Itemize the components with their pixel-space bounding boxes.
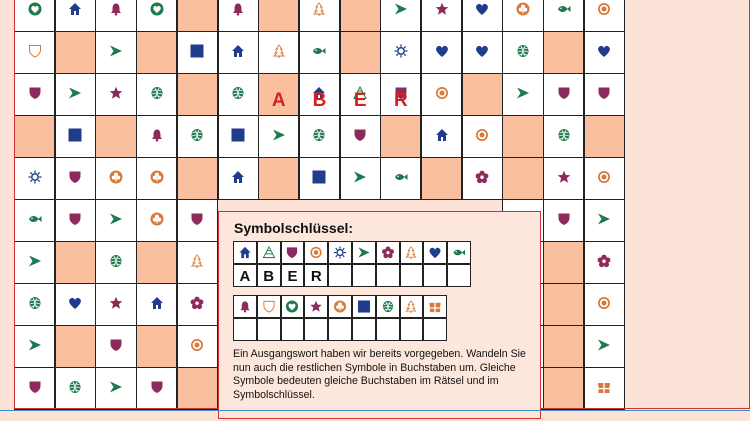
grid-cell[interactable] xyxy=(299,0,340,32)
key-symbol-cell xyxy=(400,295,424,318)
grid-cell[interactable] xyxy=(14,241,55,284)
grid-cell[interactable] xyxy=(95,283,136,326)
club-circle-icon xyxy=(334,300,347,313)
grid-cell[interactable] xyxy=(177,115,218,158)
grid-cell xyxy=(340,31,381,74)
tree-icon xyxy=(272,44,286,58)
grid-cell[interactable] xyxy=(14,31,55,74)
grid-cell xyxy=(177,157,218,200)
grid-cell[interactable] xyxy=(502,0,543,32)
cone-icon xyxy=(312,128,326,142)
grid-cell[interactable] xyxy=(14,73,55,116)
grid-cell[interactable] xyxy=(14,0,55,32)
key-letter-cell[interactable] xyxy=(376,318,400,341)
moon-icon xyxy=(231,128,245,142)
grid-cell xyxy=(55,325,96,368)
grid-cell xyxy=(55,31,96,74)
cone-icon xyxy=(109,254,123,268)
grid-cell[interactable] xyxy=(136,0,177,32)
grid-cell[interactable] xyxy=(543,73,584,116)
key-letter-cell[interactable] xyxy=(304,318,328,341)
shield-outline-icon xyxy=(262,300,275,313)
flower-icon xyxy=(597,254,611,268)
cone-icon xyxy=(381,300,394,313)
grid-cell xyxy=(462,73,503,116)
ring-icon xyxy=(597,170,611,184)
fish-icon xyxy=(394,170,408,184)
grid-cell xyxy=(136,31,177,74)
grid-cell[interactable] xyxy=(177,325,218,368)
shield-icon xyxy=(557,86,571,100)
key-symbol-cell xyxy=(352,295,376,318)
grid-cell[interactable] xyxy=(584,73,625,116)
club-icon xyxy=(150,170,164,184)
heart-circle-icon xyxy=(150,2,164,16)
key-symbol-cell xyxy=(281,241,305,264)
grid-cell[interactable] xyxy=(177,31,218,74)
gift-icon xyxy=(429,300,442,313)
grid-cell[interactable] xyxy=(421,31,462,74)
tree-icon xyxy=(312,2,326,16)
shield-icon xyxy=(353,128,367,142)
grid-cell[interactable] xyxy=(95,73,136,116)
key-letter-cell[interactable] xyxy=(400,264,424,287)
key-symbol-cell xyxy=(352,241,376,264)
shield-icon xyxy=(109,338,123,352)
grid-cell[interactable] xyxy=(177,241,218,284)
grid-cell[interactable] xyxy=(14,199,55,242)
sun-icon xyxy=(334,246,347,259)
arrow-icon xyxy=(109,380,123,394)
house-icon xyxy=(150,296,164,310)
fish-icon xyxy=(557,2,571,16)
grid-cell xyxy=(14,115,55,158)
heart-icon xyxy=(475,44,489,58)
grid-cell[interactable] xyxy=(421,0,462,32)
instructions-text: Ein Ausgangswort haben wir bereits vorgegeben. Wandeln Sie nun auch die restlichen Symbole in Buchstaben um. Gleiche Symbole bedeuten gleiche Buchstaben im Rätsel und im Symbolschlüssel. xyxy=(233,348,526,401)
house-icon xyxy=(231,44,245,58)
key-symbol-cell xyxy=(400,241,424,264)
bell-icon xyxy=(238,300,251,313)
shield-icon xyxy=(286,246,299,259)
grid-cell[interactable] xyxy=(340,115,381,158)
arrow-icon xyxy=(357,246,370,259)
grid-cell[interactable] xyxy=(299,31,340,74)
symbol-key-panel xyxy=(218,211,541,419)
grid-cell[interactable] xyxy=(55,115,96,158)
given-letter: R xyxy=(394,90,408,111)
cone-icon xyxy=(557,128,571,142)
grid-cell xyxy=(584,115,625,158)
ring-icon xyxy=(310,246,323,259)
heart-circle-icon xyxy=(28,2,42,16)
key-letter-cell[interactable] xyxy=(352,264,376,287)
key-letter-cell[interactable] xyxy=(304,264,328,287)
heart-icon xyxy=(429,246,442,259)
grid-cell xyxy=(543,31,584,74)
grid-cell[interactable] xyxy=(584,325,625,368)
arrow-icon xyxy=(28,338,42,352)
grid-cell xyxy=(136,241,177,284)
key-symbol-cell xyxy=(328,241,352,264)
grid-cell[interactable] xyxy=(584,31,625,74)
grid-cell[interactable] xyxy=(14,157,55,200)
grid-cell xyxy=(421,157,462,200)
tree-icon xyxy=(405,300,418,313)
grid-cell xyxy=(502,157,543,200)
fish-icon xyxy=(28,212,42,226)
grid-cell xyxy=(543,325,584,368)
cone-icon xyxy=(190,128,204,142)
bottom-rule xyxy=(0,410,750,411)
club-icon xyxy=(109,170,123,184)
bell-icon xyxy=(109,2,123,16)
arrow-icon xyxy=(394,2,408,16)
key-symbol-cell xyxy=(257,295,281,318)
grid-cell[interactable] xyxy=(55,73,96,116)
grid-cell[interactable] xyxy=(136,199,177,242)
grid-cell[interactable] xyxy=(136,115,177,158)
ring-icon xyxy=(597,2,611,16)
ring-icon xyxy=(475,128,489,142)
grid-cell[interactable] xyxy=(421,115,462,158)
key-symbol-cell xyxy=(304,295,328,318)
key-symbol-cell xyxy=(233,241,257,264)
grid-cell[interactable] xyxy=(136,367,177,410)
key-letter-cell[interactable] xyxy=(257,264,281,287)
key-letter-cell[interactable] xyxy=(400,318,424,341)
grid-cell[interactable] xyxy=(258,115,299,158)
grid-cell[interactable] xyxy=(95,325,136,368)
grid-cell[interactable] xyxy=(380,157,421,200)
grid-cell xyxy=(177,367,218,410)
key-letter-cell[interactable] xyxy=(281,264,305,287)
grid-cell xyxy=(258,157,299,200)
tree-icon xyxy=(405,246,418,259)
grid-cell[interactable] xyxy=(543,0,584,32)
star-icon xyxy=(310,300,323,313)
grid-cell[interactable] xyxy=(218,157,259,200)
grid-cell[interactable] xyxy=(95,0,136,32)
tree-icon xyxy=(190,254,204,268)
key-letter-cell[interactable] xyxy=(423,318,447,341)
grid-cell[interactable] xyxy=(55,0,96,32)
bell-icon xyxy=(231,2,245,16)
arrow-icon xyxy=(597,212,611,226)
grid-cell[interactable] xyxy=(218,115,259,158)
grid-cell xyxy=(258,0,299,32)
key-symbol-cell xyxy=(281,295,305,318)
cone-icon xyxy=(150,86,164,100)
grid-cell xyxy=(258,73,299,116)
sun-icon xyxy=(394,44,408,58)
key-symbol-cell xyxy=(304,241,328,264)
grid-cell[interactable] xyxy=(584,241,625,284)
grid-cell[interactable] xyxy=(299,115,340,158)
key-letter-cell[interactable] xyxy=(352,318,376,341)
heart-circle-icon xyxy=(286,300,299,313)
heart-icon xyxy=(597,44,611,58)
arrow-icon xyxy=(109,212,123,226)
grid-cell[interactable] xyxy=(584,367,625,410)
ring-icon xyxy=(190,338,204,352)
shield-icon xyxy=(68,170,82,184)
symbol-key-title: Symbolschlüssel: xyxy=(234,220,354,236)
arrow-icon xyxy=(272,128,286,142)
grid-cell[interactable] xyxy=(584,283,625,326)
grid-cell[interactable] xyxy=(340,73,381,116)
key-letter: E xyxy=(287,268,298,285)
grid-cell[interactable] xyxy=(543,157,584,200)
sun-icon xyxy=(28,170,42,184)
grid-cell[interactable] xyxy=(218,0,259,32)
club-circle-icon xyxy=(516,2,530,16)
star-icon xyxy=(557,170,571,184)
grid-cell[interactable] xyxy=(543,115,584,158)
shield-outline-icon xyxy=(28,44,42,58)
grid-cell[interactable] xyxy=(462,31,503,74)
star-icon xyxy=(109,296,123,310)
grid-cell xyxy=(177,0,218,32)
grid-cell xyxy=(543,283,584,326)
key-letter: R xyxy=(310,268,322,285)
grid-cell[interactable] xyxy=(502,73,543,116)
arrow-icon xyxy=(353,170,367,184)
arrow-icon xyxy=(516,86,530,100)
flower-icon xyxy=(381,246,394,259)
key-letter-cell[interactable] xyxy=(447,264,471,287)
moon-icon xyxy=(68,128,82,142)
grid-cell[interactable] xyxy=(95,31,136,74)
shield-icon xyxy=(597,86,611,100)
flower-icon xyxy=(190,296,204,310)
house-icon xyxy=(238,246,251,259)
cone-icon xyxy=(68,380,82,394)
flower-icon xyxy=(475,170,489,184)
grid-cell[interactable] xyxy=(177,283,218,326)
key-letter-cell[interactable] xyxy=(233,318,257,341)
given-letter: E xyxy=(353,90,367,111)
key-letter-cell[interactable] xyxy=(233,264,257,287)
grid-cell[interactable] xyxy=(584,157,625,200)
key-symbol-cell xyxy=(376,295,400,318)
grid-cell[interactable] xyxy=(502,31,543,74)
grid-cell[interactable] xyxy=(136,283,177,326)
grid-cell[interactable] xyxy=(55,367,96,410)
grid-cell[interactable] xyxy=(95,199,136,242)
house-icon xyxy=(435,128,449,142)
moon-icon xyxy=(357,300,370,313)
grid-cell[interactable] xyxy=(55,199,96,242)
grid-cell xyxy=(502,115,543,158)
key-letter-cell[interactable] xyxy=(328,318,352,341)
key-symbol-cell xyxy=(423,295,447,318)
grid-cell[interactable] xyxy=(14,325,55,368)
arrow-icon xyxy=(68,86,82,100)
key-symbol-cell xyxy=(233,295,257,318)
cone-icon xyxy=(516,44,530,58)
grid-cell[interactable] xyxy=(177,199,218,242)
grid-cell[interactable] xyxy=(14,283,55,326)
grid-cell[interactable] xyxy=(380,31,421,74)
grid-cell[interactable] xyxy=(136,73,177,116)
given-letter: A xyxy=(271,90,286,111)
grid-cell[interactable] xyxy=(462,0,503,32)
grid-cell[interactable] xyxy=(462,157,503,200)
shield-icon xyxy=(68,212,82,226)
grid-cell xyxy=(95,115,136,158)
shield-icon xyxy=(190,212,204,226)
grid-cell[interactable] xyxy=(136,157,177,200)
grid-cell[interactable] xyxy=(218,31,259,74)
cone-icon xyxy=(28,296,42,310)
heart-icon xyxy=(475,2,489,16)
grid-cell[interactable] xyxy=(218,73,259,116)
star-icon xyxy=(109,86,123,100)
grid-cell[interactable] xyxy=(380,73,421,116)
grid-cell[interactable] xyxy=(462,115,503,158)
grid-cell xyxy=(55,241,96,284)
fish-icon xyxy=(453,246,466,259)
grid-cell[interactable] xyxy=(258,31,299,74)
moon-icon xyxy=(312,170,326,184)
grid-cell[interactable] xyxy=(299,157,340,200)
moon-icon xyxy=(190,44,204,58)
grid-cell xyxy=(136,325,177,368)
arrow-icon xyxy=(597,338,611,352)
house-icon xyxy=(68,2,82,16)
key-letter: B xyxy=(263,268,275,285)
key-letter-cell[interactable] xyxy=(328,264,352,287)
grid-cell[interactable] xyxy=(95,157,136,200)
house-icon xyxy=(231,170,245,184)
key-symbol-cell xyxy=(376,241,400,264)
ring-icon xyxy=(597,296,611,310)
grid-cell xyxy=(380,115,421,158)
shield-icon xyxy=(557,212,571,226)
key-letter: A xyxy=(239,268,251,285)
key-symbol-cell xyxy=(257,241,281,264)
fish-icon xyxy=(312,44,326,58)
grid-cell xyxy=(543,367,584,410)
shield-icon xyxy=(28,380,42,394)
key-letter-cell[interactable] xyxy=(376,264,400,287)
given-letter: B xyxy=(312,90,327,111)
shield-icon xyxy=(150,380,164,394)
key-symbol-cell xyxy=(328,295,352,318)
grid-cell[interactable] xyxy=(14,367,55,410)
bell-icon xyxy=(150,128,164,142)
ring-icon xyxy=(435,86,449,100)
grid-cell[interactable] xyxy=(55,157,96,200)
grid-cell xyxy=(543,241,584,284)
key-letter-cell[interactable] xyxy=(281,318,305,341)
grid-cell[interactable] xyxy=(95,367,136,410)
gift-icon xyxy=(597,380,611,394)
key-symbol-cell xyxy=(447,241,471,264)
cone-icon xyxy=(231,86,245,100)
pyramid-icon xyxy=(262,246,275,259)
grid-cell[interactable] xyxy=(421,73,462,116)
arrow-icon xyxy=(28,254,42,268)
shield-icon xyxy=(28,86,42,100)
grid-cell[interactable] xyxy=(380,0,421,32)
grid-cell[interactable] xyxy=(55,283,96,326)
heart-icon xyxy=(435,44,449,58)
key-letter-cell[interactable] xyxy=(423,264,447,287)
grid-cell[interactable] xyxy=(340,157,381,200)
arrow-icon xyxy=(109,44,123,58)
key-letter-cell[interactable] xyxy=(257,318,281,341)
grid-cell[interactable] xyxy=(299,73,340,116)
grid-cell[interactable] xyxy=(95,241,136,284)
grid-cell[interactable] xyxy=(584,199,625,242)
heart-icon xyxy=(68,296,82,310)
grid-cell xyxy=(177,73,218,116)
grid-cell xyxy=(340,0,381,32)
star-icon xyxy=(435,2,449,16)
grid-cell[interactable] xyxy=(543,199,584,242)
grid-cell[interactable] xyxy=(584,0,625,32)
club-icon xyxy=(150,212,164,226)
key-symbol-cell xyxy=(423,241,447,264)
